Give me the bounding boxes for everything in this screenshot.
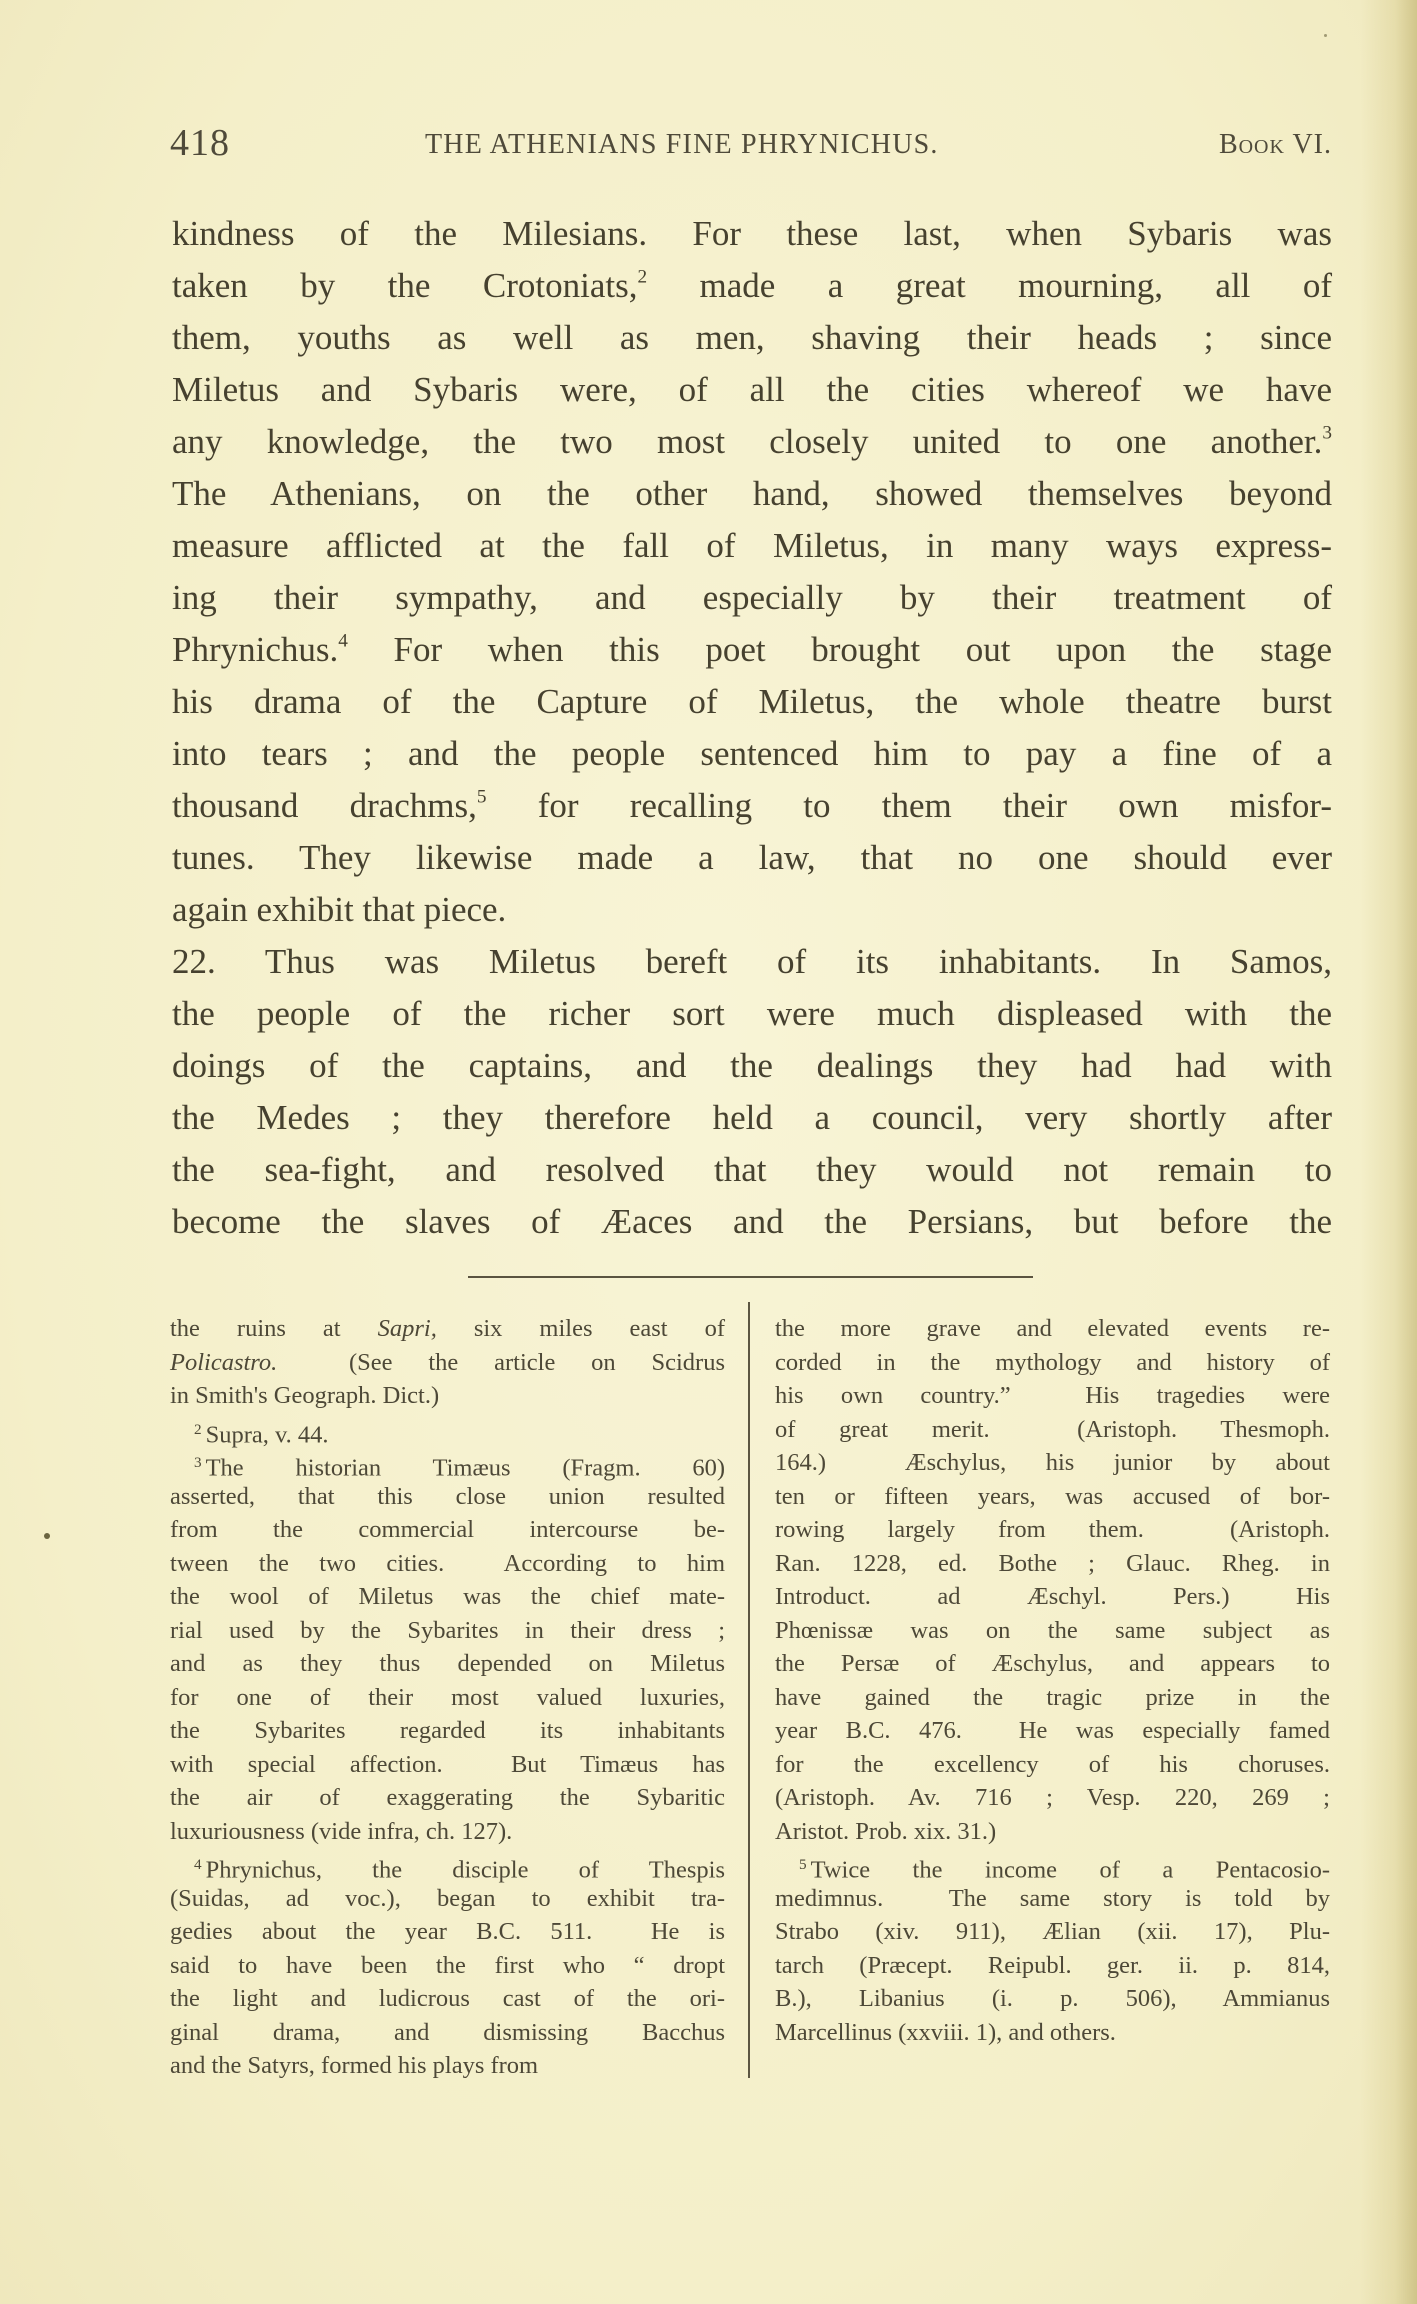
footnote-text: Aristot. Prob. xix. 31.) bbox=[775, 1817, 997, 1845]
footnote-text: Phœnissæ was on the same subject as bbox=[775, 1616, 1330, 1644]
footnote-line bbox=[170, 1379, 725, 1413]
footnote-line bbox=[170, 1446, 725, 1480]
footnote-line bbox=[170, 2016, 725, 2050]
footnote-line bbox=[170, 1346, 725, 1380]
footnote-text: (See the article on Scidrus bbox=[277, 1348, 725, 1376]
footnote-text: The historian Timæus (Fragm. 60) bbox=[205, 1454, 725, 1482]
page-number: 418 bbox=[170, 122, 230, 164]
footnote-text: Ran. 1228, ed. Bothe ; Glauc. Rheg. in bbox=[775, 1549, 1330, 1577]
footnote-text: ten or fifteen years, was accused of bor- bbox=[775, 1482, 1330, 1510]
footnote-line bbox=[775, 1614, 1330, 1648]
text-line: measure afflicted at the fall of Miletus, in many ways express- bbox=[172, 526, 1332, 565]
book-number: VI. bbox=[1292, 129, 1332, 160]
footnote-line bbox=[170, 1480, 725, 1514]
footnote-line bbox=[170, 1312, 725, 1346]
text-line bbox=[172, 780, 1332, 832]
footnote-line bbox=[170, 1647, 725, 1681]
footnote-text: Phrynichus, the disciple of Thespis bbox=[205, 1856, 725, 1884]
footnote-text: and as they thus depended on Miletus bbox=[170, 1650, 725, 1677]
footnote-line bbox=[775, 1714, 1330, 1748]
footnote-text: the light and ludicrous cast of the ori- bbox=[170, 1985, 725, 2012]
text-line: The Athenians, on the other hand, showed themselves beyond bbox=[172, 474, 1332, 513]
footnote-line bbox=[775, 1848, 1330, 1882]
footnote-line bbox=[775, 1346, 1330, 1380]
text-line: the sea-fight, and resolved that they would not remain to bbox=[172, 1150, 1332, 1189]
footnote-text: ginal drama, and dismissing Bacchus bbox=[170, 2018, 725, 2046]
footnote-line bbox=[775, 1949, 1330, 1983]
text-fragment: thousand drachms, bbox=[172, 786, 477, 825]
footnote-text: in Smith's Geograph. Dict.) bbox=[170, 1382, 440, 1409]
footnote-text: year B.C. 476. He was especially famed bbox=[775, 1717, 1330, 1744]
footnote-text: from the commercial intercourse be- bbox=[170, 1516, 725, 1543]
footnote-text: with special affection. But Timæus has bbox=[170, 1750, 725, 1778]
paper-speck bbox=[44, 1533, 50, 1539]
footnote-line bbox=[170, 1949, 725, 1983]
footnote-text: and the Satyrs, formed his plays from bbox=[170, 2052, 539, 2079]
footnote-text: for the excellency of his choruses. bbox=[775, 1750, 1330, 1778]
section-start-line: 22. Thus was Miletus bereft of its inhabitants. In Samos, bbox=[172, 942, 1332, 981]
footnote-text: the wool of Miletus was the chief mate- bbox=[170, 1583, 725, 1610]
footnote-ref[interactable]: 4 bbox=[338, 630, 348, 652]
text-fragment: For when this poet brought out upon the stage bbox=[347, 630, 1332, 669]
footnote-line bbox=[775, 1815, 1330, 1849]
footnote-text: for one of their most valued luxuries, bbox=[170, 1683, 725, 1711]
footnote-ref[interactable]: 2 bbox=[637, 266, 648, 288]
footnote-text: six miles east of bbox=[436, 1315, 725, 1342]
text-line bbox=[172, 416, 1332, 468]
footnote-column-left bbox=[170, 1312, 725, 2083]
footnote-text: Strabo (xiv. 911), Ælian (xii. 17), Plu- bbox=[775, 1918, 1330, 1945]
column-divider bbox=[748, 1302, 750, 2078]
text-line: tunes. They likewise made a law, that no one should ever bbox=[172, 838, 1332, 877]
footnote-text: the Persæ of Æschylus, and appears to bbox=[775, 1650, 1330, 1677]
footnote-text: Marcellinus (xxviii. 1), and others. bbox=[775, 2018, 1116, 2046]
text-fragment: made a great mourning, all of bbox=[647, 266, 1332, 305]
footnote-line bbox=[775, 1547, 1330, 1581]
footnote-text: rial used by the Sybarites in their dress ; bbox=[170, 1616, 725, 1644]
footnote-number: 5 bbox=[799, 1856, 807, 1873]
footnote-line bbox=[775, 1982, 1330, 2016]
text-line: the people of the richer sort were much displeased with the bbox=[172, 994, 1332, 1033]
text-line: kindness of the Milesians. For these last, when Sybaris was bbox=[172, 214, 1332, 253]
text-line: them, youths as well as men, shaving their heads ; since bbox=[172, 318, 1332, 357]
footnote-line bbox=[775, 1480, 1330, 1514]
main-text bbox=[172, 208, 1332, 1248]
footnote-text: the ruins at bbox=[170, 1315, 378, 1342]
footnote-text: the more grave and elevated events re- bbox=[775, 1315, 1330, 1342]
footnote-text: Twice the income of a Pentacosio- bbox=[810, 1856, 1330, 1884]
footnote-ref[interactable]: 3 bbox=[1322, 422, 1332, 444]
footnote-text: asserted, that this close union resulted bbox=[170, 1482, 725, 1510]
footnote-line bbox=[170, 1614, 725, 1648]
italic-place-name: Sapri, bbox=[377, 1315, 437, 1342]
text-line: Miletus and Sybaris were, of all the cities whereof we have bbox=[172, 370, 1332, 409]
footnote-line bbox=[775, 1748, 1330, 1782]
footnote-line bbox=[775, 1379, 1330, 1413]
footnote-line bbox=[170, 1882, 725, 1916]
footnote-separator-rule bbox=[468, 1276, 1033, 1278]
footnote-text: have gained the tragic prize in the bbox=[775, 1683, 1330, 1711]
footnote-line bbox=[170, 1848, 725, 1882]
text-fragment: Phrynichus. bbox=[172, 630, 339, 669]
text-fragment: any knowledge, the two most closely united to one another. bbox=[172, 422, 1323, 461]
footnote-line bbox=[170, 1748, 725, 1782]
footnote-line bbox=[775, 1915, 1330, 1949]
footnote-text: B.), Libanius (i. p. 506), Ammianus bbox=[775, 1985, 1330, 2012]
footnote-line bbox=[775, 1312, 1330, 1346]
text-fragment: for recalling to them their own misfor- bbox=[486, 786, 1332, 825]
footnote-text: luxuriousness (vide infra, ch. 127). bbox=[170, 1817, 513, 1845]
book-label bbox=[1219, 122, 1332, 168]
footnote-text: gedies about the year B.C. 511. He is bbox=[170, 1918, 725, 1945]
text-line: into tears ; and the people sentenced him to pay a fine of a bbox=[172, 734, 1332, 773]
footnote-line bbox=[170, 1547, 725, 1581]
text-line bbox=[172, 624, 1332, 676]
footnote-text: of great merit. (Aristoph. Thesmoph. bbox=[775, 1415, 1330, 1443]
footnote-text: said to have been the first who “ dropt bbox=[170, 1951, 725, 1979]
footnote-line bbox=[170, 1580, 725, 1614]
footnote-text: rowing largely from them. (Aristoph. bbox=[775, 1516, 1330, 1543]
running-title: THE ATHENIANS FINE PHRYNICHUS. bbox=[425, 129, 939, 160]
text-line: doings of the captains, and the dealings they had had with bbox=[172, 1046, 1332, 1085]
footnote-number: 4 bbox=[194, 1856, 202, 1873]
footnote-line bbox=[775, 1580, 1330, 1614]
footnote-line bbox=[775, 1647, 1330, 1681]
footnote-number: 2 bbox=[194, 1420, 202, 1438]
footnote-text: tween the two cities. According to him bbox=[170, 1549, 725, 1577]
text-line bbox=[172, 260, 1332, 312]
footnote-line bbox=[170, 2049, 725, 2083]
footnote-text: Supra, v. 44. bbox=[205, 1420, 329, 1448]
footnote-number: 3 bbox=[194, 1454, 202, 1471]
text-line: become the slaves of Æaces and the Persians, but before the bbox=[172, 1202, 1332, 1241]
paper-speck bbox=[1324, 34, 1327, 37]
footnote-text: medimnus. The same story is told by bbox=[775, 1884, 1330, 1912]
italic-place-name: Policastro. bbox=[170, 1348, 278, 1376]
footnote-line bbox=[170, 1513, 725, 1547]
footnote-line bbox=[775, 1413, 1330, 1447]
footnote-column-right bbox=[775, 1312, 1330, 2049]
footnote-text: (Aristoph. Av. 716 ; Vesp. 220, 269 ; bbox=[775, 1784, 1330, 1811]
footnote-text: 164.) Æschylus, his junior by about bbox=[775, 1449, 1330, 1476]
running-head bbox=[170, 118, 1332, 168]
footnote-text: (Suidas, ad voc.), began to exhibit tra- bbox=[170, 1884, 725, 1912]
footnote-line bbox=[170, 1781, 725, 1815]
text-line: the Medes ; they therefore held a council, very shortly after bbox=[172, 1098, 1332, 1137]
text-fragment: taken by the Crotoniats, bbox=[172, 266, 638, 305]
footnote-text: the air of exaggerating the Sybaritic bbox=[170, 1784, 725, 1811]
footnote-line bbox=[170, 1714, 725, 1748]
footnote-line bbox=[775, 1781, 1330, 1815]
footnote-text: his own country.” His tragedies were bbox=[775, 1382, 1330, 1409]
footnote-text: the Sybarites regarded its inhabitants bbox=[170, 1717, 725, 1744]
footnote-line bbox=[775, 2016, 1330, 2050]
footnote-text: corded in the mythology and history of bbox=[775, 1348, 1330, 1376]
text-line: again exhibit that piece. bbox=[172, 890, 507, 929]
footnote-text: Introduct. ad Æschyl. Pers.) His bbox=[775, 1583, 1330, 1610]
footnote-line bbox=[775, 1446, 1330, 1480]
footnote-line bbox=[170, 1681, 725, 1715]
footnote-line bbox=[170, 1815, 725, 1849]
text-line: ing their sympathy, and especially by their treatment of bbox=[172, 578, 1332, 617]
footnote-line bbox=[775, 1681, 1330, 1715]
footnote-line bbox=[775, 1882, 1330, 1916]
footnote-line bbox=[775, 1513, 1330, 1547]
book-prefix: Book bbox=[1218, 129, 1285, 160]
text-line: his drama of the Capture of Miletus, the whole theatre burst bbox=[172, 682, 1332, 721]
footnote-line bbox=[170, 1413, 725, 1447]
footnote-ref[interactable]: 5 bbox=[476, 786, 487, 808]
footnotes bbox=[170, 1312, 1335, 2092]
footnote-line bbox=[170, 1982, 725, 2016]
footnote-text: tarch (Præcept. Reipubl. ger. ii. p. 814, bbox=[775, 1951, 1330, 1979]
footnote-line bbox=[170, 1915, 725, 1949]
